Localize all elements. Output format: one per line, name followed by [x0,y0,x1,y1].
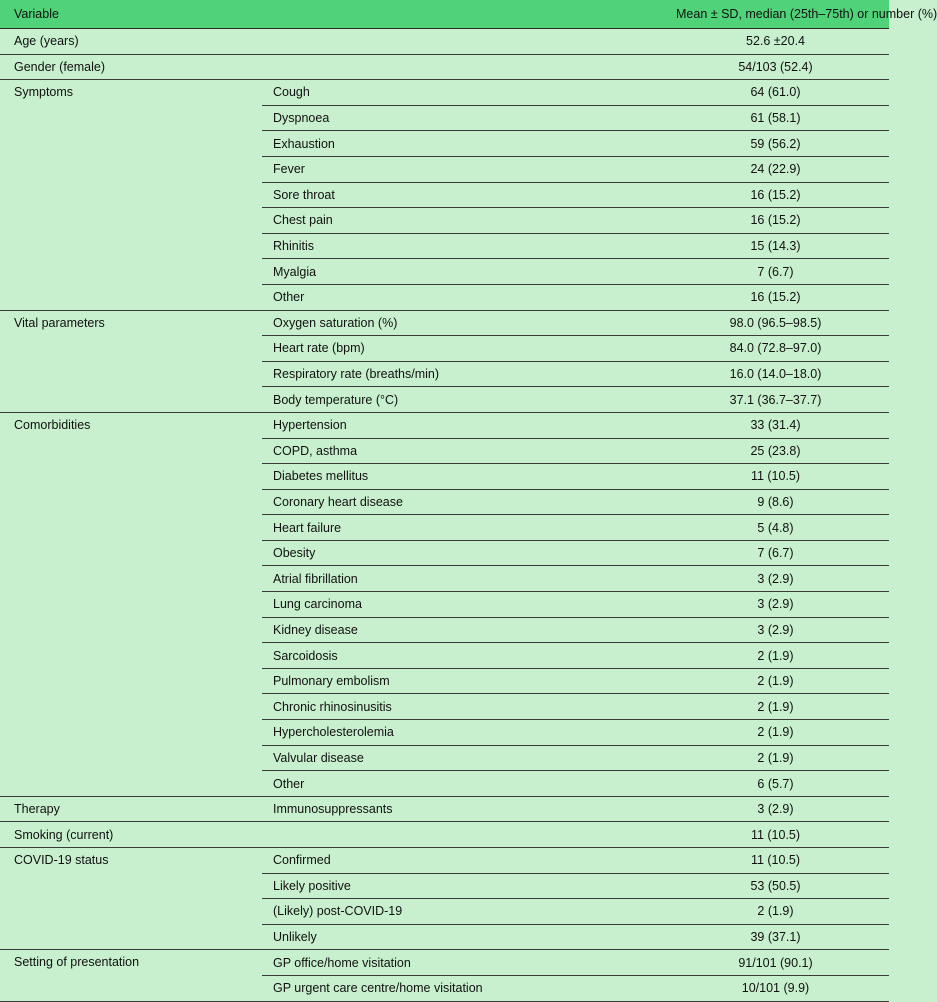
row-sublabel: Oxygen saturation (%) [262,310,662,336]
row-value: 2 (1.9) [662,668,889,694]
row-value: 2 (1.9) [662,745,889,771]
row-value: 53 (50.5) [662,873,889,899]
group-label: COVID-19 status [0,848,262,950]
row-sublabel: Atrial fibrillation [262,566,662,592]
row-sublabel: Other [262,771,662,797]
row-value: 39 (37.1) [662,924,889,950]
group-label: Comorbidities [0,412,262,796]
row-sublabel: Respiratory rate (breaths/min) [262,361,662,387]
row-value: 52.6 ±20.4 [662,29,889,55]
row-value: 3 (2.9) [662,566,889,592]
row-value: 3 (2.9) [662,796,889,822]
row-sublabel: Dyspnoea [262,105,662,131]
group-label: Setting of presentation [0,950,262,1001]
group-label: Therapy [0,796,262,822]
row-value: 3 (2.9) [662,617,889,643]
row-sublabel: COPD, asthma [262,438,662,464]
row-value: 2 (1.9) [662,720,889,746]
row-sublabel: Fever [262,156,662,182]
row-value: 11 (10.5) [662,848,889,874]
row-sublabel: Unlikely [262,924,662,950]
row-value: 37.1 (36.7–37.7) [662,387,889,413]
row-value: 61 (58.1) [662,105,889,131]
table-row [0,80,889,106]
table-row [0,848,889,874]
row-sublabel: Pulmonary embolism [262,668,662,694]
row-sublabel: Heart rate (bpm) [262,336,662,362]
row-value: 84.0 (72.8–97.0) [662,336,889,362]
row-value: 2 (1.9) [662,694,889,720]
table-row [0,950,889,976]
row-sublabel [262,822,662,848]
row-sublabel: Diabetes mellitus [262,464,662,490]
group-label: Smoking (current) [0,822,262,848]
row-value: 16.0 (14.0–18.0) [662,361,889,387]
row-value: 7 (6.7) [662,259,889,285]
row-value: 98.0 (96.5–98.5) [662,310,889,336]
table-row [0,54,889,80]
group-label: Gender (female) [0,54,262,80]
row-sublabel: GP office/home visitation [262,950,662,976]
group-label: Vital parameters [0,310,262,412]
table-row [0,822,889,848]
table-row [0,796,889,822]
header-row [0,0,889,29]
row-value: 15 (14.3) [662,233,889,259]
row-value: 3 (2.9) [662,592,889,618]
row-value: 10/101 (9.9) [662,975,889,1001]
row-value: 59 (56.2) [662,131,889,157]
row-value: 9 (8.6) [662,489,889,515]
row-sublabel [262,29,662,55]
row-sublabel: Cough [262,80,662,106]
row-sublabel: Body temperature (°C) [262,387,662,413]
row-value: 25 (23.8) [662,438,889,464]
group-label: Symptoms [0,80,262,310]
row-sublabel: GP urgent care centre/home visitation [262,975,662,1001]
row-value: 16 (15.2) [662,284,889,310]
row-sublabel: Coronary heart disease [262,489,662,515]
row-value: 33 (31.4) [662,412,889,438]
row-sublabel [262,54,662,80]
row-value: 91/101 (90.1) [662,950,889,976]
row-sublabel: Obesity [262,540,662,566]
row-value: 11 (10.5) [662,822,889,848]
row-sublabel: Chest pain [262,208,662,234]
table-row [0,29,889,55]
row-sublabel: Sarcoidosis [262,643,662,669]
row-sublabel: Hypercholesterolemia [262,720,662,746]
row-sublabel: Sore throat [262,182,662,208]
header-value: Mean ± SD, median (25th–75th) or number (%) [662,0,889,29]
row-sublabel: Valvular disease [262,745,662,771]
table-row [0,310,889,336]
row-sublabel: Heart failure [262,515,662,541]
row-value: 6 (5.7) [662,771,889,797]
row-sublabel: Chronic rhinosinusitis [262,694,662,720]
row-value: 7 (6.7) [662,540,889,566]
row-sublabel: Likely positive [262,873,662,899]
row-value: 54/103 (52.4) [662,54,889,80]
row-sublabel: Rhinitis [262,233,662,259]
group-label: Age (years) [0,29,262,55]
row-value: 16 (15.2) [662,182,889,208]
row-sublabel: Hypertension [262,412,662,438]
row-sublabel: Lung carcinoma [262,592,662,618]
row-value: 24 (22.9) [662,156,889,182]
row-sublabel: Immunosuppressants [262,796,662,822]
row-sublabel: Kidney disease [262,617,662,643]
row-value: 5 (4.8) [662,515,889,541]
row-value: 16 (15.2) [662,208,889,234]
row-value: 2 (1.9) [662,899,889,925]
row-value: 64 (61.0) [662,80,889,106]
row-value: 11 (10.5) [662,464,889,490]
table-row [0,412,889,438]
row-value: 2 (1.9) [662,643,889,669]
row-sublabel: Other [262,284,662,310]
row-sublabel: (Likely) post-COVID-19 [262,899,662,925]
row-sublabel: Myalgia [262,259,662,285]
row-sublabel: Confirmed [262,848,662,874]
row-sublabel: Exhaustion [262,131,662,157]
header-variable: Variable [0,0,262,29]
